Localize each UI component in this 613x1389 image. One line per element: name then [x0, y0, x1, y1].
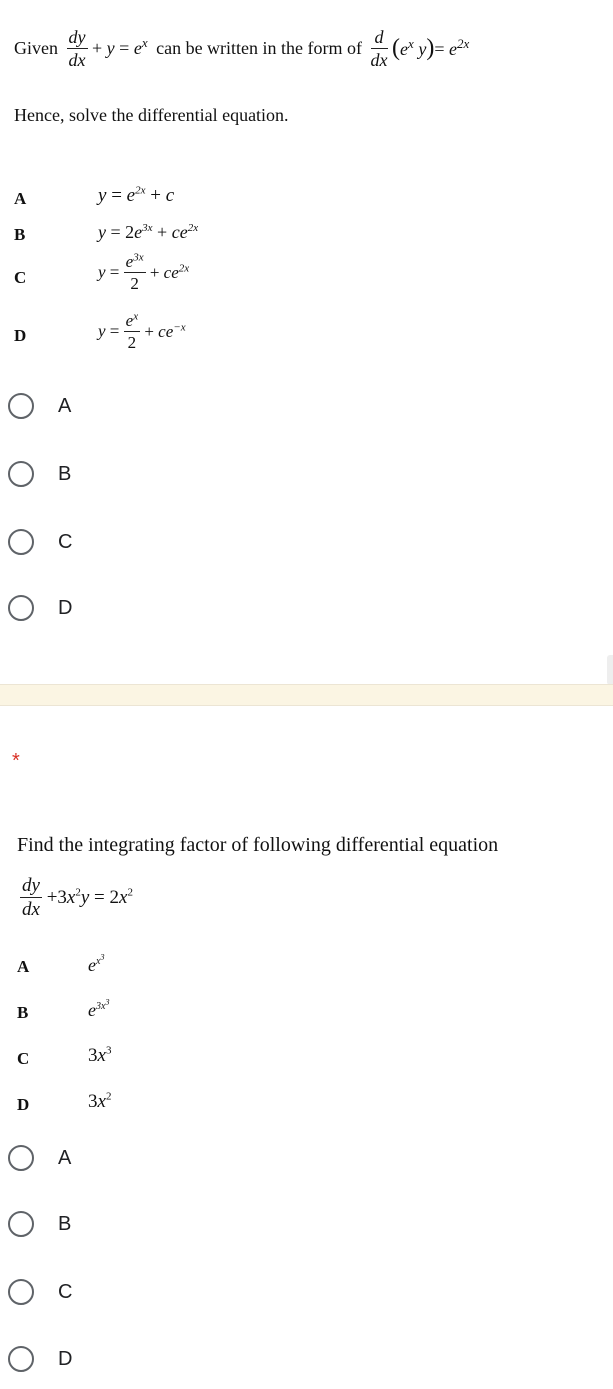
q2-choice-c[interactable] — [8, 1274, 72, 1310]
q1-choice-c[interactable] — [8, 524, 72, 560]
q1-choice-c-label: C — [58, 530, 73, 553]
q1-choice-d-label: D — [58, 596, 73, 619]
q1-choice-b-label: B — [58, 462, 72, 485]
q1-dydx: $\frac{dy}{dx}$ — [68, 27, 86, 70]
radio-button[interactable] — [8, 529, 34, 555]
q2-choice-d[interactable] — [8, 1341, 72, 1377]
q1-given-label: Given — [14, 38, 58, 58]
radio-button[interactable] — [8, 595, 34, 621]
q1-mid-text: can be written in the form of — [156, 38, 363, 58]
q2-equation: $\frac{dy}{dx}$ $+3x^2y = 2x^2$ — [22, 875, 133, 920]
q2-option-b-expr: $e^{3x^3}$ — [88, 997, 110, 1020]
q1-option-b-expr: $y = 2e^{3x} + ce^{2x}$ — [98, 222, 199, 242]
radio-button[interactable] — [8, 461, 34, 487]
q1-ddx: $\frac{d}{dx}$ — [370, 27, 388, 70]
q2-prompt: Find the integrating factor of following differential equation — [17, 834, 499, 856]
q2-option-c-expr: $3x^3$ — [88, 1044, 112, 1066]
q2-option-d-expr: $3x^2$ — [88, 1090, 112, 1112]
q2-choice-b-label: B — [58, 1212, 72, 1235]
q2-option-a-expr: $e^{x^3}$ — [88, 952, 105, 975]
q2-choice-a-label: A — [58, 1146, 72, 1169]
radio-button[interactable] — [8, 393, 34, 419]
radio-button[interactable] — [8, 1346, 34, 1372]
q2-option-letter-a: A — [17, 957, 30, 976]
q1-option-letter-a: A — [14, 189, 27, 208]
q1-choice-d[interactable] — [8, 590, 72, 626]
q2-choice-a[interactable] — [8, 1140, 71, 1176]
q1-option-letter-c: C — [14, 268, 27, 287]
q1-option-d-expr: y = $\frac{e^x}{2}$ + $ce^{-x}$ — [98, 310, 186, 352]
q1-option-a-expr: $y = e^{2x} + c$ — [98, 184, 175, 206]
radio-button[interactable] — [8, 1279, 34, 1305]
q1-lhs-rest: + $y = e^x$ — [92, 35, 148, 58]
q2-choice-c-label: C — [58, 1280, 73, 1303]
q1-statement — [14, 28, 609, 92]
q1-choice-a[interactable] — [8, 388, 71, 424]
q1-instruction: Hence, solve the differential equation. — [14, 105, 289, 125]
q1-option-c-expr: y = $\frac{e^{3x}}{2}$ + $ce^{2x}$ — [98, 251, 190, 293]
question-divider — [0, 684, 613, 706]
q1-form-rhs: ($e^x$ $y)= e^{2x}$ — [392, 35, 470, 61]
q2-option-letter-c: C — [17, 1049, 30, 1068]
q1-choice-a-label: A — [58, 394, 72, 417]
q1-option-letter-b: B — [14, 225, 26, 244]
q2-choice-b[interactable] — [8, 1206, 71, 1242]
q1-option-letter-d: D — [14, 326, 27, 345]
radio-button[interactable] — [8, 1145, 34, 1171]
q2-choice-d-label: D — [58, 1347, 73, 1370]
q2-option-letter-b: B — [17, 1003, 29, 1022]
radio-button[interactable] — [8, 1211, 34, 1237]
q2-option-letter-d: D — [17, 1095, 30, 1114]
q1-choice-b[interactable] — [8, 456, 71, 492]
card-edge — [607, 655, 613, 685]
required-asterisk: * — [12, 750, 20, 772]
